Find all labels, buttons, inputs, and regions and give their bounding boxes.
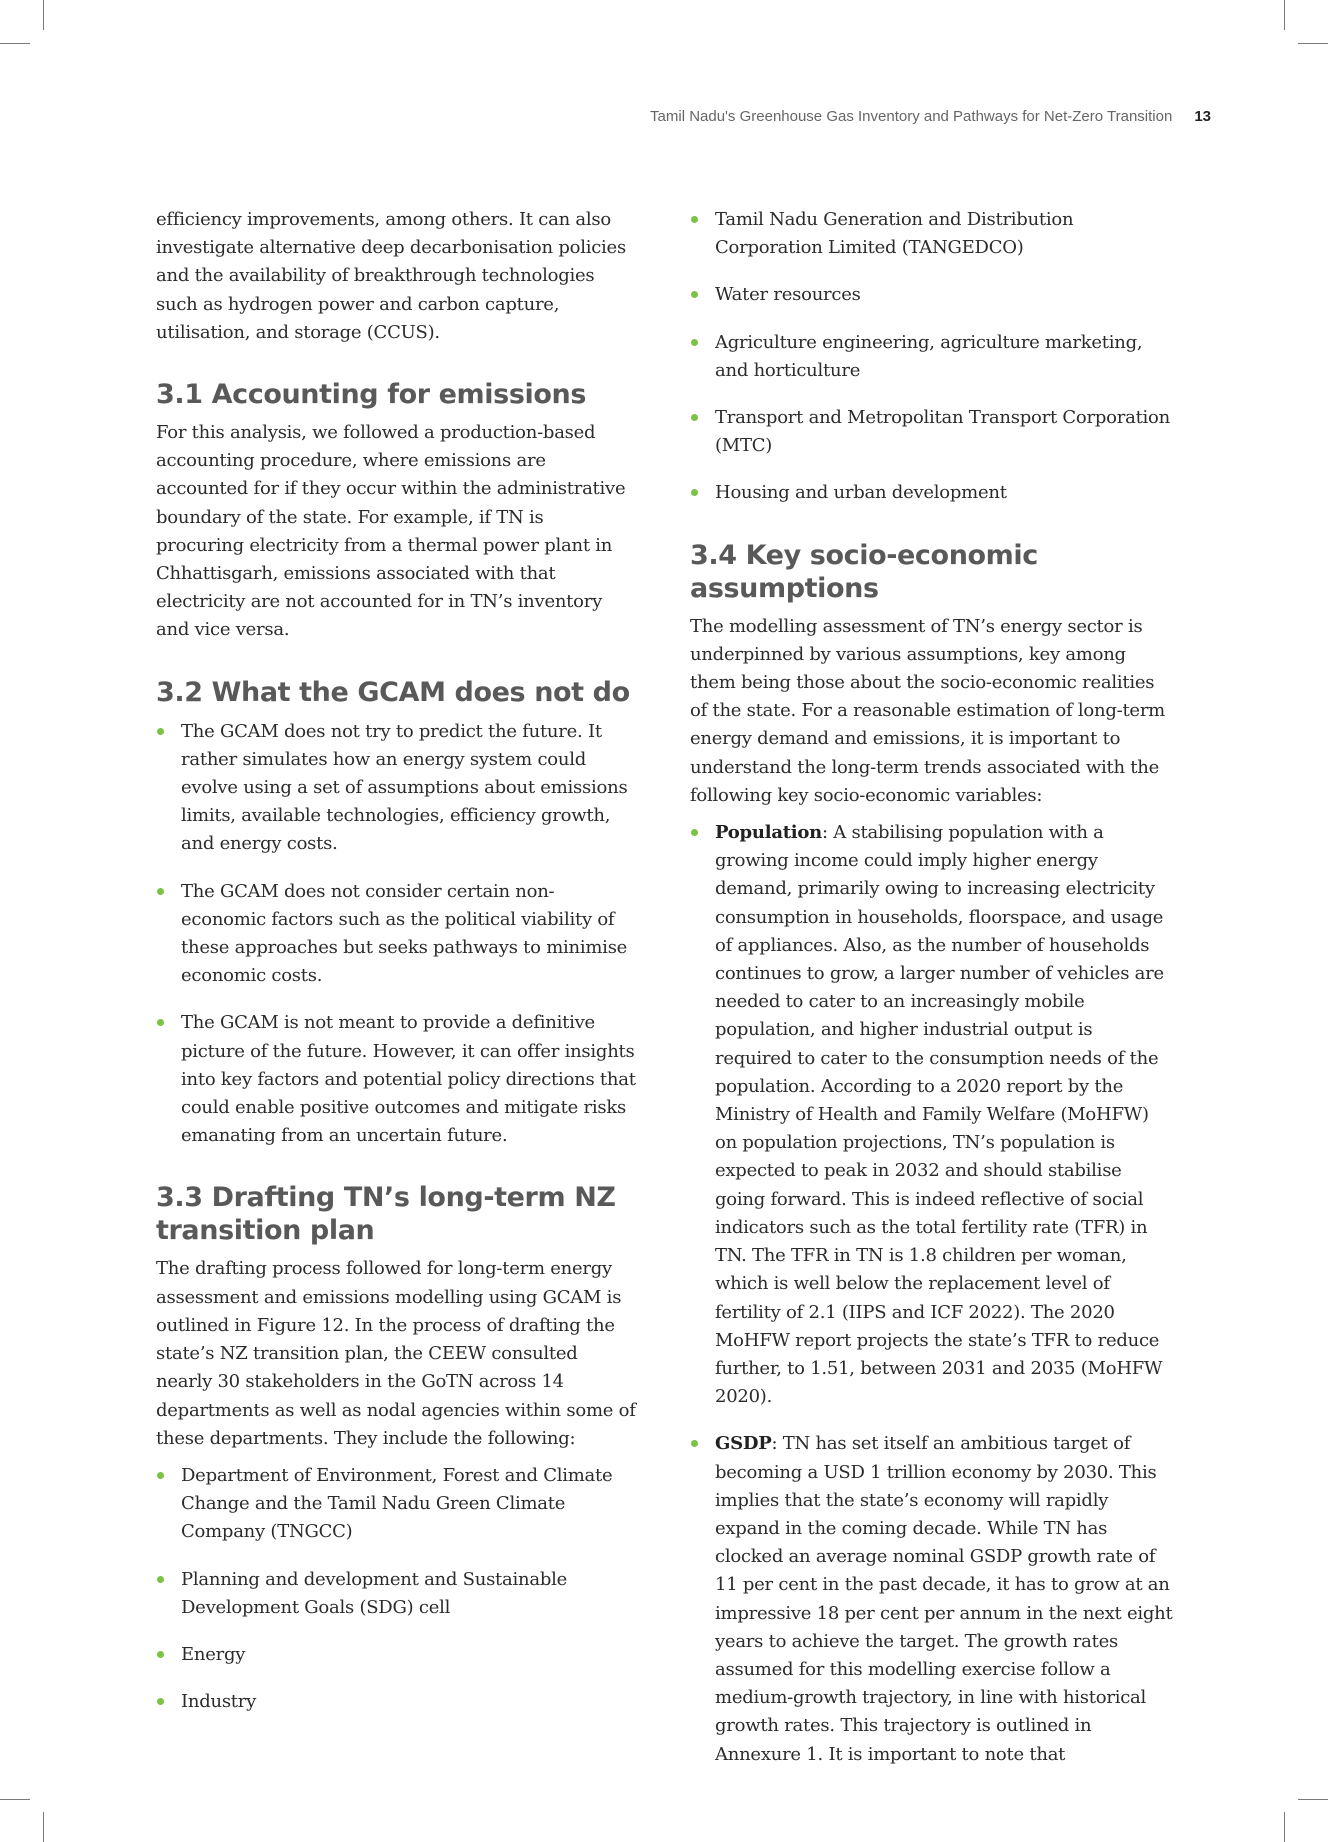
- bullet-icon: [691, 291, 698, 298]
- crop-mark: [1298, 43, 1328, 44]
- bullet-icon: [157, 888, 164, 895]
- crop-mark: [1284, 0, 1285, 30]
- bullet-icon: [691, 489, 698, 496]
- crop-mark: [43, 0, 44, 30]
- list-item: Housing and urban development: [690, 479, 1174, 507]
- page-number: 13: [1194, 108, 1211, 125]
- bullet-icon: [691, 829, 698, 836]
- stakeholder-list-continued: [690, 206, 1174, 508]
- crop-mark: [0, 1799, 30, 1800]
- list-item: The GCAM does not try to predict the future. It rather simulates how an energy system could evolve using a set of assumptions about emissions limits, available technologies, efficiency growth, and energy costs.: [156, 718, 636, 859]
- socio-economic-list: [690, 819, 1174, 1769]
- list-item: Agriculture engineering, agriculture marketing, and horticulture: [690, 329, 1174, 385]
- running-header: [650, 108, 1211, 125]
- list-item: [690, 1430, 1174, 1768]
- list-item: The GCAM does not consider certain non-economic factors such as the political viability of these approaches but seeks pathways to minimise economic costs.: [156, 878, 636, 991]
- crop-mark: [0, 43, 30, 44]
- section-3-3-body: The drafting process followed for long-term energy assessment and emissions modelling using GCAM is outlined in Figure 12. In the process of drafting the state’s NZ transition plan, the CEEW consulted nearly 30 stakeholders in the GoTN across 14 departments as well as nodal agencies within some of these departments. They include the following:: [156, 1258, 636, 1449]
- header-title: Tamil Nadu's Greenhouse Gas Inventory and Pathways for Net-Zero Transition: [650, 108, 1173, 125]
- population-label: Population: [715, 822, 822, 844]
- list-item: Industry: [156, 1688, 636, 1716]
- section-heading-3-4: 3.4 Key socio-economic assumptions: [690, 539, 1038, 604]
- section-3-1-body: For this analysis, we followed a production-based accounting procedure, where emissions are accounted for if they occur within the administrative boundary of the state. For example, if TN is procuring electricity from a thermal power plant in Chhattisgarh, emissions associated with that electricity are not accounted for in TN’s inventory and vice versa.: [156, 422, 626, 641]
- list-item: Transport and Metropolitan Transport Corporation (MTC): [690, 404, 1174, 460]
- list-item: Water resources: [690, 281, 1174, 309]
- intro-paragraph: efficiency improvements, among others. It can also investigate alternative deep decarbonisation policies and the availability of breakthrough technologies such as hydrogen power and carbon capture, utilisation, and storage (CCUS).: [156, 209, 626, 343]
- crop-mark: [1284, 1812, 1285, 1842]
- section-heading-3-1: 3.1 Accounting for emissions: [156, 379, 586, 411]
- bullet-icon: [157, 1019, 164, 1026]
- list-item: [690, 819, 1174, 1411]
- bullet-icon: [691, 216, 698, 223]
- bullet-icon: [157, 1698, 164, 1705]
- section-3-4-body: The modelling assessment of TN’s energy sector is underpinned by various assumptions, key among them being those about the socio-economic realities of the state. For a reasonable estimation of long-term energy demand and emissions, it is important to understand the long-term trends associated with the following key socio-economic variables:: [690, 615, 1166, 806]
- section-heading-3-2: 3.2 What the GCAM does not do: [156, 676, 630, 708]
- gcam-limitations-list: [156, 718, 636, 1151]
- list-item: Energy: [156, 1641, 636, 1669]
- gsdp-label: GSDP: [715, 1433, 772, 1455]
- section-heading-3-3: 3.3 Drafting TN’s long-term NZ transition plan: [156, 1182, 616, 1247]
- crop-mark: [1298, 1799, 1328, 1800]
- bullet-icon: [157, 1651, 164, 1658]
- population-text: : A stabilising population with a growing income could imply higher energy demand, primarily owing to increasing electricity consumption in households, floorspace, and usage of appliances. Also, as the number of households continues to grow, a larger number of vehicles are needed to cater to an increasingly mobile population, and higher industrial output is required to cater to the consumption needs of the population. According to a 2020 report by the Ministry of Health and Family Welfare (MoHFW) on population projections, TN’s population is expected to peak in 2032 and should stabilise going forward. This is indeed reflective of social indicators such as the total fertility rate (TFR) in TN. The TFR in TN is 1.8 children per woman, which is well below the replacement level of fertility of 2.1 (IIPS and ICF 2022). The 2020 MoHFW report projects the state’s TFR to reduce further, to 1.51, between 2031 and 2035 (MoHFW 2020).: [715, 822, 1164, 1408]
- bullet-icon: [691, 414, 698, 421]
- list-item: Tamil Nadu Generation and Distribution Corporation Limited (TANGEDCO): [690, 206, 1174, 262]
- gsdp-text: : TN has set itself an ambitious target of becoming a USD 1 trillion economy by 2030. This implies that the state’s economy will rapidly expand in the coming decade. While TN has clocked an average nominal GSDP growth rate of 11 per cent in the past decade, it has to grow at an impressive 18 per cent per annum in the next eight years to achieve the target. The growth rates assumed for this modelling exercise follow a medium-growth trajectory, in line with historical growth rates. This trajectory is outlined in Annexure 1. It is important to note that: [715, 1433, 1173, 1765]
- stakeholder-list: [156, 1462, 636, 1716]
- list-item: Department of Environment, Forest and Climate Change and the Tamil Nadu Green Climate Company (TNGCC): [156, 1462, 636, 1547]
- bullet-icon: [157, 1472, 164, 1479]
- bullet-icon: [691, 1440, 698, 1447]
- bullet-icon: [691, 339, 698, 346]
- left-column: [156, 206, 636, 1735]
- right-column: [690, 206, 1174, 1788]
- bullet-icon: [157, 728, 164, 735]
- list-item: Planning and development and Sustainable Development Goals (SDG) cell: [156, 1566, 636, 1622]
- list-item: The GCAM is not meant to provide a definitive picture of the future. However, it can offer insights into key factors and potential policy directions that could enable positive outcomes and mitigate risks emanating from an uncertain future.: [156, 1009, 636, 1150]
- crop-mark: [43, 1812, 44, 1842]
- bullet-icon: [157, 1576, 164, 1583]
